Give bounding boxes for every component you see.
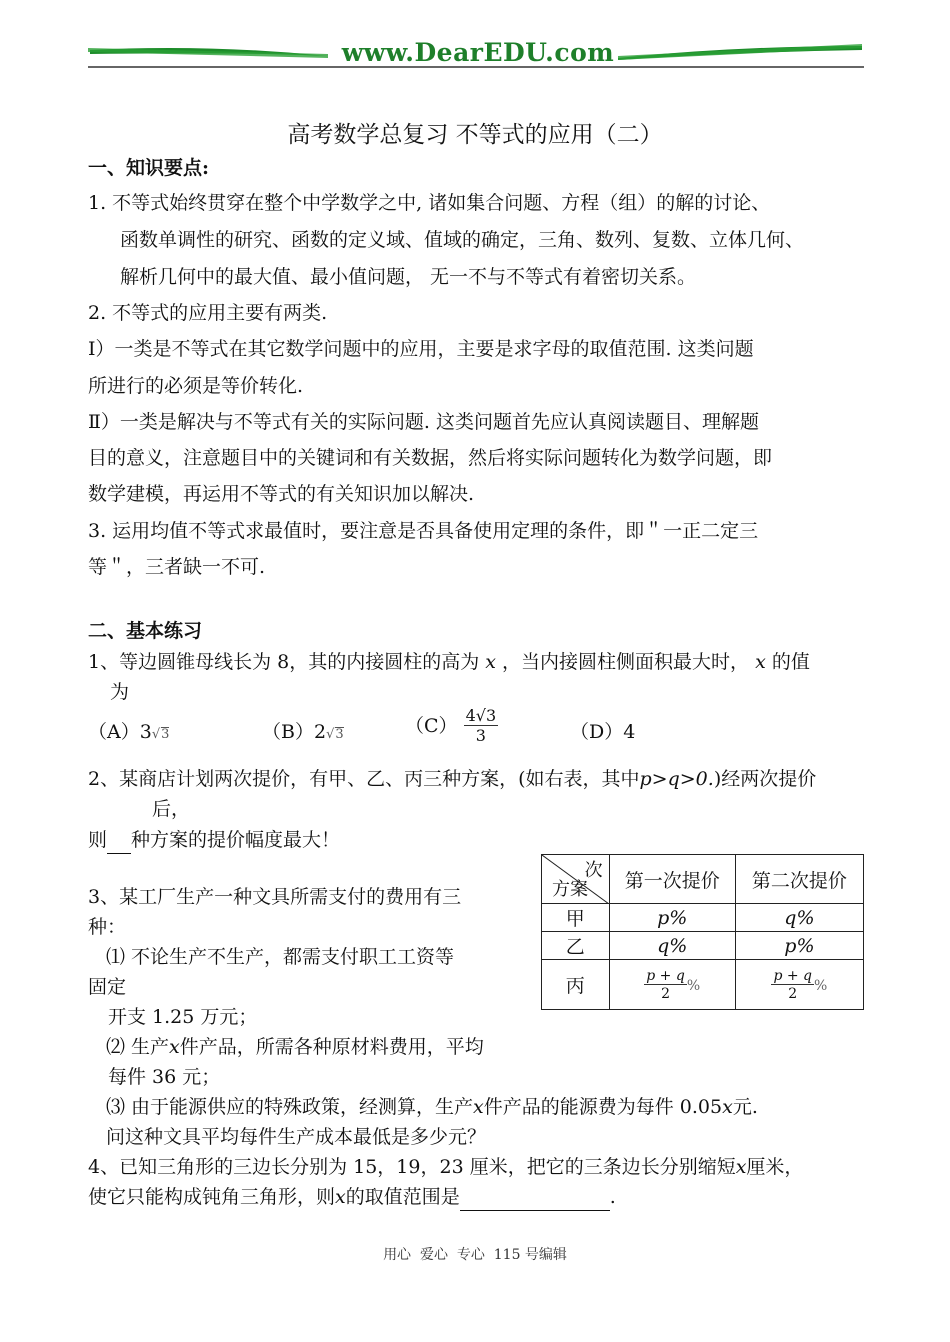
row-name: 甲	[542, 904, 610, 932]
s1-line-3: 解析几何中的最大值、最小值问题， 无一不与不等式有着密切关系。	[120, 266, 697, 288]
option-c-label: （C）	[405, 715, 458, 737]
table-header-col2: 第二次提价	[735, 855, 863, 904]
price-plan-table	[541, 854, 864, 1010]
q3-text-8b: 件产品的能源费为每件 0.05	[483, 1096, 723, 1118]
q4-text-a: 4、已知三角形的三边长分别为 15，19，23 厘米，把它的三条边长分别缩短	[88, 1156, 736, 1178]
option-b-radicand: 3	[335, 727, 344, 742]
q3-line-6	[106, 1034, 484, 1060]
table-header-col1: 第一次提价	[609, 855, 735, 904]
frac-denominator: 2	[661, 985, 670, 1002]
q2-answer-blank[interactable]	[107, 827, 131, 854]
option-d-label: （D）	[570, 721, 624, 743]
q2-text-c: 则	[88, 829, 108, 851]
q2-condition: p>q>0.	[639, 768, 714, 790]
row-cell	[735, 904, 863, 932]
section1-heading: 一、知识要点:	[88, 157, 210, 179]
table-row	[542, 960, 864, 1010]
option-b-label: （B）	[262, 721, 314, 743]
q3-line-2: 种：	[88, 916, 127, 938]
cell-value: p%	[657, 906, 688, 929]
q1-text-c: 的值	[771, 651, 810, 673]
cell-fraction	[644, 969, 687, 1001]
q3-line-9: 问这种文具平均每件生产成本最低是多少元？	[106, 1126, 487, 1148]
q1-text-b: ，当内接圆柱侧面积最大时，	[502, 651, 750, 673]
q1-var-x-2: x	[755, 651, 766, 673]
q4-text-c: 使它只能构成钝角三角形，则	[88, 1186, 336, 1208]
percent-sign: %	[686, 977, 701, 994]
q3-text-8c: 元.	[732, 1096, 758, 1118]
q1-var-x: x	[485, 651, 496, 673]
q2-text-a: 2、某商店计划两次提价，有甲、乙、丙三种方案，(如右表，其中	[88, 768, 640, 790]
row-name: 丙	[542, 960, 610, 1010]
q4-var-x: x	[735, 1156, 747, 1178]
cell-fraction	[771, 969, 814, 1001]
option-a-coef: 3	[139, 721, 152, 743]
option-c-denominator: 3	[475, 726, 486, 745]
q4-text-e: .	[609, 1186, 616, 1208]
table-row	[542, 932, 864, 960]
row-cell	[735, 932, 863, 960]
table-corner-cell	[542, 855, 610, 904]
section2-heading: 二、基本练习	[88, 620, 203, 642]
q1-option-b	[262, 719, 344, 748]
cell-value: q%	[657, 934, 688, 957]
q2-line-3	[88, 827, 340, 854]
header-banner	[88, 36, 864, 72]
s1-line-1: 1. 不等式始终贯穿在整个中学数学之中, 诸如集合问题、方程（组）的解的讨论、	[88, 192, 771, 214]
q3-text-6b: 件产品，所需各种原材料费用，平均	[179, 1036, 484, 1058]
cell-value: q%	[784, 906, 815, 929]
option-c-fraction	[464, 708, 499, 744]
s1-line-7: Ⅱ）一类是解决与不等式有关的实际问题. 这类问题首先应认真阅读题目、理解题	[88, 411, 759, 433]
q4-text-d: 的取值范围是	[345, 1186, 460, 1208]
table-corner-top: 次	[584, 860, 603, 881]
q3-line-1: 3、某工厂生产一种文具所需支付的费用有三	[88, 886, 462, 908]
option-a-label: （A）	[88, 721, 140, 743]
q3-text-6a: ⑵ 生产	[106, 1036, 170, 1058]
q4-answer-blank[interactable]	[460, 1184, 610, 1211]
s1-line-5: Ⅰ）一类是不等式在其它数学问题中的应用，主要是求字母的取值范围. 这类问题	[88, 338, 754, 360]
row-cell	[609, 960, 735, 1010]
table-row	[542, 904, 864, 932]
q3-line-7: 每件 36 元；	[108, 1066, 221, 1088]
q3-var-x-2: x	[473, 1096, 484, 1118]
row-name: 乙	[542, 932, 610, 960]
q4-line-1	[88, 1154, 803, 1180]
q3-line-3: ⑴ 不论生产不生产，都需支付职工工资等	[106, 946, 455, 968]
q2-line-1	[88, 766, 816, 792]
q3-var-x: x	[169, 1036, 180, 1058]
q3-text-8a: ⑶ 由于能源供应的特殊政策，经测算，生产	[106, 1096, 474, 1118]
option-c-numerator: 4√3	[465, 706, 497, 725]
q2-line-2: 后，	[152, 798, 191, 820]
option-d-value: 4	[623, 721, 636, 743]
frac-denominator: 2	[788, 985, 798, 1002]
row-cell	[609, 932, 735, 960]
option-a-radicand: 3	[161, 727, 170, 742]
cell-value: p%	[784, 934, 815, 957]
s1-line-4: 2. 不等式的应用主要有两类.	[88, 302, 328, 324]
q1-option-a	[88, 719, 169, 748]
s1-line-8: 目的意义，注意题目中的关键词和有关数据，然后将实际问题转化为数学问题，即	[88, 447, 773, 469]
row-cell	[735, 960, 863, 1010]
q4-var-x-2: x	[335, 1186, 346, 1208]
sqrt-sign-icon: √	[151, 727, 161, 742]
q4-line-2	[88, 1184, 616, 1211]
page-title: 高考数学总复习 不等式的应用（二）	[287, 122, 663, 148]
q1-line-1	[88, 649, 810, 675]
sqrt-sign-icon: √	[326, 727, 335, 742]
q1-line-2: 为	[110, 681, 130, 703]
q2-text-b: )经两次提价	[713, 768, 817, 790]
frac-numerator: p + q	[773, 967, 813, 984]
q1-option-d	[570, 719, 635, 745]
s1-line-11: 等＂，三者缺一不可.	[88, 556, 266, 578]
frac-numerator: p + q	[646, 967, 685, 984]
q3-line-4: 固定	[88, 976, 127, 998]
s1-line-10: 3. 运用均值不等式求最值时，要注意是否具备使用定理的条件，即＂一正二定三	[88, 520, 759, 542]
brand-logo-text: www.DearEDU.com	[341, 38, 615, 67]
page-footer: 用心 爱心 专心 115 号编辑	[383, 1247, 567, 1263]
q1-option-c	[405, 708, 498, 744]
q3-line-8	[106, 1094, 758, 1120]
s1-line-9: 数学建模，再运用不等式的有关知识加以解决.	[88, 483, 475, 505]
s1-line-6: 所进行的必须是等价转化.	[88, 375, 304, 397]
q1-text-a: 1、等边圆锥母线长为 8，其的内接圆柱的高为	[88, 651, 480, 673]
q4-text-b: 厘米，	[746, 1156, 804, 1178]
q2-text-d: 种方案的提价幅度最大！	[131, 829, 341, 851]
percent-sign: %	[814, 977, 828, 994]
row-cell	[609, 904, 735, 932]
table-corner-bottom: 方案	[552, 879, 588, 900]
q3-var-x-3: x	[722, 1096, 733, 1118]
option-b-coef: 2	[313, 721, 327, 743]
q3-line-5: 开支 1.25 万元；	[108, 1006, 258, 1028]
s1-line-2: 函数单调性的研究、函数的定义域、值域的确定，三角、数列、复数、立体几何、	[120, 229, 805, 251]
